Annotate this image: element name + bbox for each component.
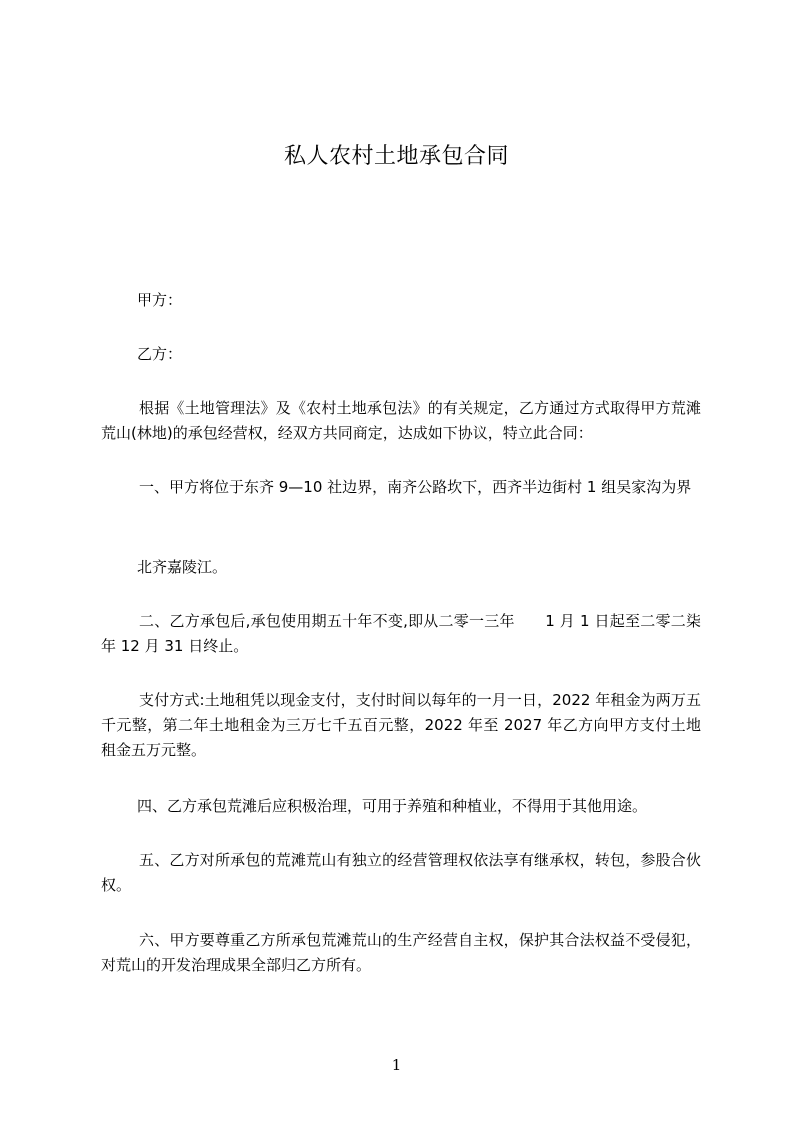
clause-5-paragraph: 五、乙方对所承包的荒滩荒山有独立的经营管理权依法享有继承权，转包，参股合伙权。 [101, 851, 701, 894]
party-b-line: 乙方： [137, 345, 183, 363]
clause-2-paragraph: 二、乙方承包后,承包使用期五十年不变,即从二零一三年 1 月 1 日起至二零二柒年 12 月 31 日终止。 [101, 612, 701, 655]
clause-6-paragraph: 六、甲方要尊重乙方所承包荒滩荒山的生产经营自主权，保护其合法权益不受侵犯，对荒山的开发治理成果全部归乙方所有。 [101, 931, 701, 974]
party-a-line: 甲方： [137, 291, 183, 309]
page-number: 1 [391, 1056, 402, 1074]
preamble-paragraph: 根据《土地管理法》及《农村土地承包法》的有关规定，乙方通过方式取得甲方荒滩荒山(林地)的承包经营权，经双方共同商定，达成如下协议，特立此合同： [101, 399, 701, 442]
clause-1-continuation: 北齐嘉陵江。 [137, 558, 228, 576]
clause-4-paragraph: 四、乙方承包荒滩后应积极治理，可用于养殖和种植业，不得用于其他用途。 [137, 797, 648, 815]
clause-1-paragraph: 一、甲方将位于东齐 9—10 社边界，南齐公路坎下，西齐半边街村 1 组吴家沟为界 [139, 478, 692, 496]
document-title: 私人农村土地承包合同 [283, 144, 509, 169]
payment-terms-paragraph: 支付方式:土地租凭以现金支付，支付时间以每年的一月一日，2022 年租金为两万五千元整，第二年土地租金为三万七千五百元整，2022 年至 2027 年乙方向甲方支付土地租金五万元整。 [101, 691, 701, 759]
